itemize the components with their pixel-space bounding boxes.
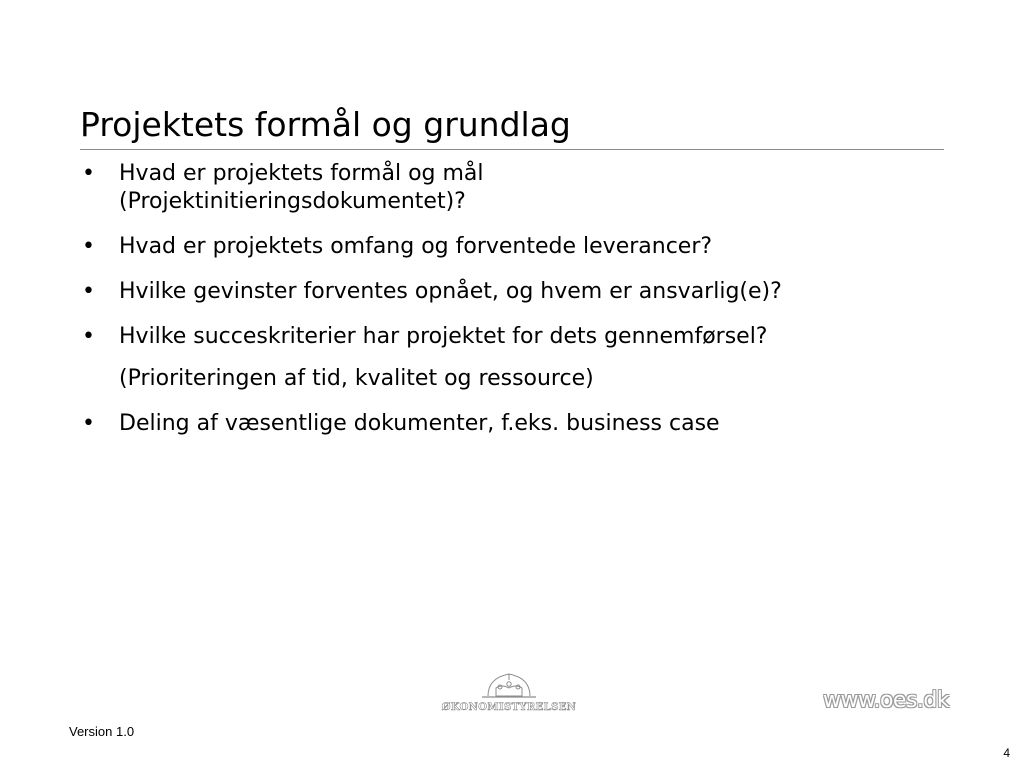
bullet-marker: • [82, 411, 95, 436]
bullet-text: Hvilke gevinster forventes opnået, og hvem er ansvarlig(e)? [119, 279, 782, 304]
bullet-item-success-criteria [80, 323, 960, 351]
bullet-marker: • [82, 234, 95, 259]
title-divider [80, 149, 944, 150]
bullet-text: Hvad er projektets formål og mål (Projektinitieringsdokumentet)? [119, 161, 484, 214]
footer-website-url: www.oes.dk [823, 688, 950, 713]
logo-wordmark: ØKONOMISTYRELSEN [441, 702, 577, 713]
bullet-list [80, 160, 960, 455]
slide-title: Projektets formål og grundlag [80, 105, 571, 144]
footer-version: Version 1.0 [69, 724, 135, 739]
bullet-item-purpose [80, 160, 589, 216]
bullet-text: Deling af væsentlige dokumenter, f.eks. business case [119, 411, 720, 436]
crown-emblem-icon [482, 674, 536, 697]
bullet-marker: • [82, 279, 95, 304]
bullet-text: (Prioriteringen af tid, kvalitet og ressource) [119, 366, 594, 391]
page-number: 4 [1003, 746, 1010, 760]
bullet-item-documents [80, 410, 960, 438]
bullet-text: Hvilke succeskriterier har projektet for dets gennemførsel? [119, 324, 768, 349]
bullet-marker: • [82, 324, 95, 349]
bullet-item-scope [80, 233, 960, 261]
bullet-marker: • [82, 161, 95, 186]
bullet-subline-prioritization [80, 365, 960, 393]
bullet-text: Hvad er projektets omfang og forventede leverancer? [119, 234, 713, 259]
bullet-item-benefits [80, 278, 960, 306]
oekonomistyrelsen-logo [438, 670, 580, 714]
